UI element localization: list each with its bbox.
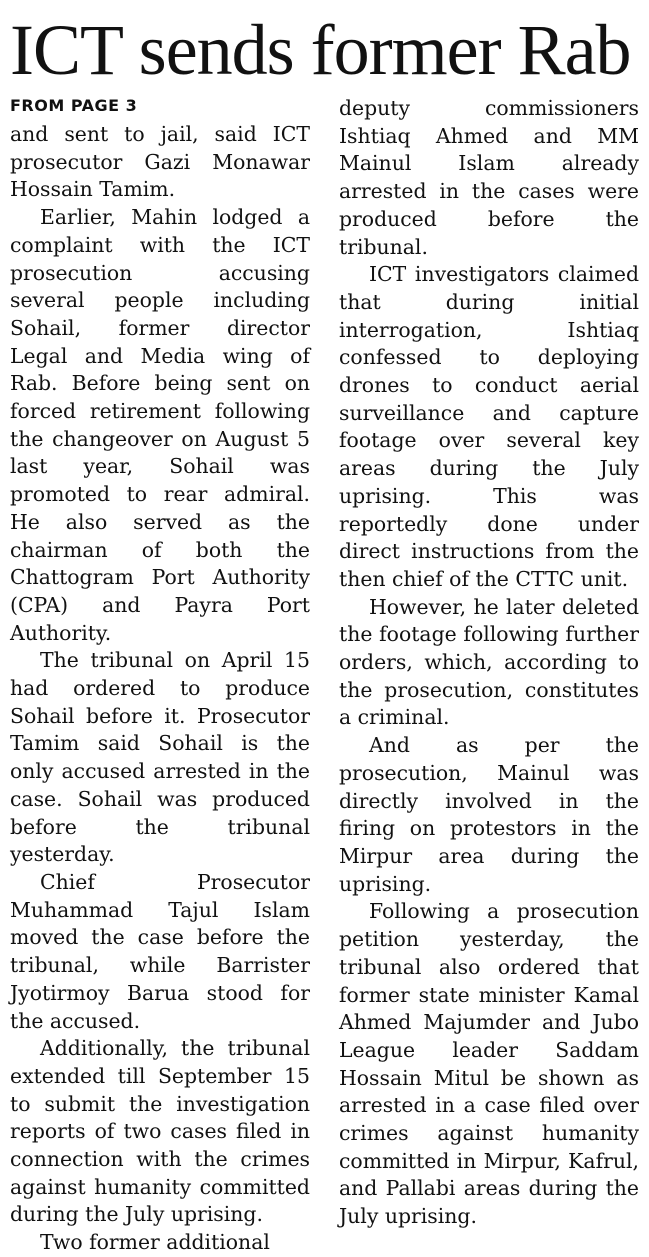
- continued-from-label: FROM PAGE 3: [10, 96, 138, 115]
- article-column-right: [339, 95, 639, 1231]
- paragraph: Chief Prosecutor Muhammad Tajul Islam moved the case before the tribunal, while Barrister Jyotirmoy Barua stood for the accused.: [10, 869, 310, 1033]
- paragraph: Two former additional: [40, 1230, 270, 1255]
- paragraph: And as per the prosecution, Mainul was directly involved in the firing on protestors in the Mirpur area during the uprising.: [339, 733, 639, 896]
- paragraph: deputy commissioners Ishtiaq Ahmed and MM Mainul Islam already arrested in the cases were produced before the tribunal.: [339, 96, 639, 259]
- headline: ICT sends former Rab: [10, 10, 631, 90]
- paragraph: However, he later deleted the footage following further orders, which, according to the prosecution, constitutes a criminal.: [339, 594, 639, 730]
- paragraph: Additionally, the tribunal extended till September 15 to submit the investigation reports of two cases filed in connection with the crimes against humanity committed during the July uprising.: [10, 1036, 310, 1227]
- paragraph: ICT investigators claimed that during initial interrogation, Ishtiaq confessed to deploying drones to conduct aerial surveillance and capture footage over several key areas during the July uprising. This was reportedly done under direct instructions from the then chief of the CTTC unit.: [339, 262, 639, 591]
- paragraph: The tribunal on April 15 had ordered to produce Sohail before it. Prosecutor Tamim said Sohail is the only accused arrested in the case. Sohail was produced before the tribunal yesterday.: [10, 648, 310, 867]
- paragraph: Earlier, Mahin lodged a complaint with the ICT prosecution accusing several people including Sohail, former director Legal and Media wing of Rab. Before being sent on forced retirement following the changeover on August 5 last year, Sohail was promoted to rear admiral. He also served as the chairman of both the Chattogram Port Authority (CPA) and Payra Port Authority.: [10, 205, 310, 645]
- article-column-left: [10, 121, 310, 1257]
- paragraph: and sent to jail, said ICT prosecutor Gazi Monawar Hossain Tamim.: [10, 122, 310, 202]
- paragraph: Following a prosecution petition yesterday, the tribunal also ordered that former state minister Kamal Ahmed Majumder and Jubo League leader Saddam Hossain Mitul be shown as arrested in a case filed over crimes against humanity committed in Mirpur, Kafrul, and Pallabi areas during the July uprising.: [339, 899, 639, 1229]
